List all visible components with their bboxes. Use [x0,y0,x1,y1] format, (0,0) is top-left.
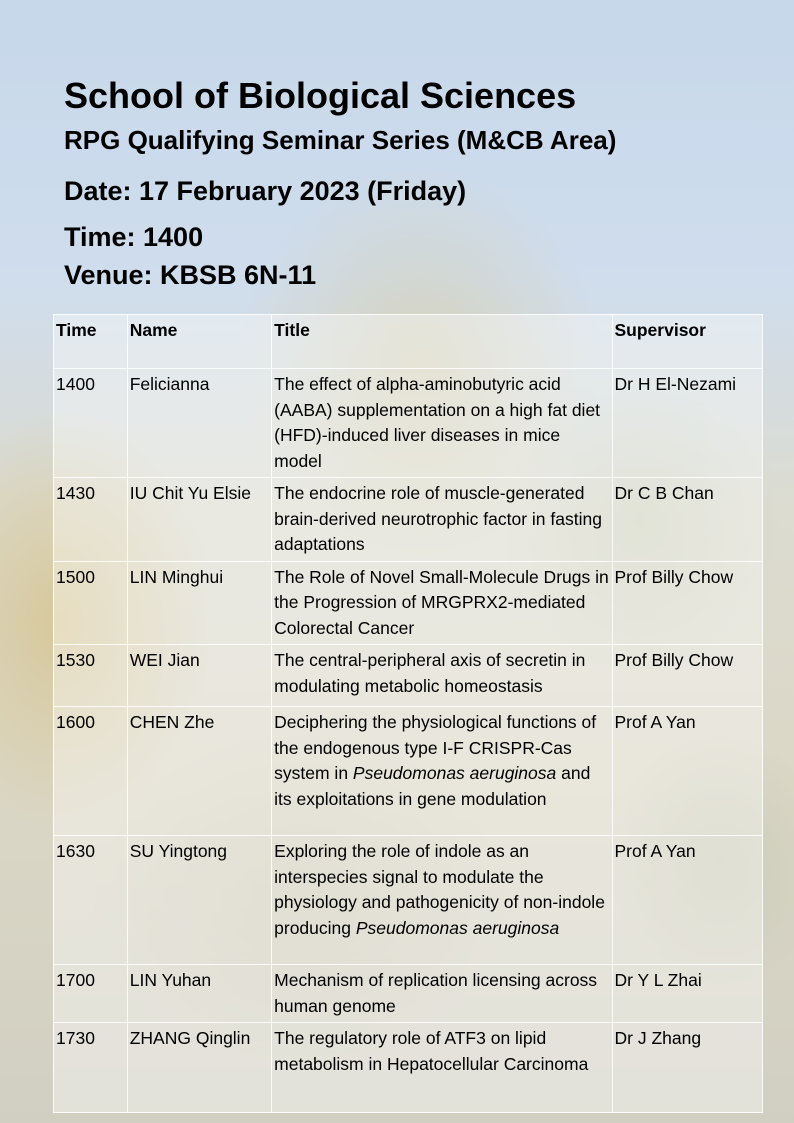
seminar-schedule-table [53,314,763,1113]
row-name: LIN Minghui [127,561,271,645]
row-title: Deciphering the physiological functions of the endogenous type I-F CRISPR-Cas system in Pseudomonas aeruginosa and its exploitations in gene modulation [272,707,612,836]
row-name: WEI Jian [127,645,271,707]
table-row [54,645,763,707]
row-name: IU Chit Yu Elsie [127,478,271,562]
table-row [54,836,763,965]
row-time: 1730 [54,1023,128,1113]
row-title: The endocrine role of muscle-generated brain-derived neurotrophic factor in fasting adaptations [272,478,612,562]
row-time: 1430 [54,478,128,562]
table-header-row [54,315,763,369]
row-title: The effect of alpha-aminobutyric acid (AABA) supplementation on a high fat diet (HFD)-induced liver diseases in mice model [272,369,612,478]
row-time: 1500 [54,561,128,645]
row-name: ZHANG Qinglin [127,1023,271,1113]
page-title: School of Biological Sciences [64,75,577,116]
table-row [54,707,763,836]
table-row [54,478,763,562]
row-name: CHEN Zhe [127,707,271,836]
column-header-supervisor: Supervisor [612,315,763,369]
row-time: 1700 [54,965,128,1023]
row-time: 1630 [54,836,128,965]
row-supervisor: Prof Billy Chow [612,645,763,707]
page-subtitle: RPG Qualifying Seminar Series (M&CB Area) [64,125,617,155]
column-header-title: Title [272,315,612,369]
row-supervisor: Prof A Yan [612,707,763,836]
event-venue: Venue: KBSB 6N-11 [64,260,317,290]
row-supervisor: Dr C B Chan [612,478,763,562]
row-time: 1530 [54,645,128,707]
table-row [54,965,763,1023]
table-row [54,1023,763,1113]
row-title: The regulatory role of ATF3 on lipid metabolism in Hepatocellular Carcinoma [272,1023,612,1113]
column-header-name: Name [127,315,271,369]
row-name: Felicianna [127,369,271,478]
row-title: The central-peripheral axis of secretin in modulating metabolic homeostasis [272,645,612,707]
table-row [54,369,763,478]
event-time: Time: 1400 [64,222,204,252]
row-time: 1600 [54,707,128,836]
row-supervisor: Dr Y L Zhai [612,965,763,1023]
event-date: Date: 17 February 2023 (Friday) [64,176,467,206]
row-supervisor: Dr J Zhang [612,1023,763,1113]
row-title: Exploring the role of indole as an interspecies signal to modulate the physiology and pathogenicity of non-indole producing Pseudomonas aeruginosa [272,836,612,965]
row-time: 1400 [54,369,128,478]
row-name: LIN Yuhan [127,965,271,1023]
row-title: Mechanism of replication licensing across human genome [272,965,612,1023]
table-row [54,561,763,645]
row-supervisor: Dr H El-Nezami [612,369,763,478]
column-header-time: Time [54,315,128,369]
row-supervisor: Prof A Yan [612,836,763,965]
row-supervisor: Prof Billy Chow [612,561,763,645]
row-name: SU Yingtong [127,836,271,965]
row-title: The Role of Novel Small-Molecule Drugs in the Progression of MRGPRX2-mediated Colorectal Cancer [272,561,612,645]
